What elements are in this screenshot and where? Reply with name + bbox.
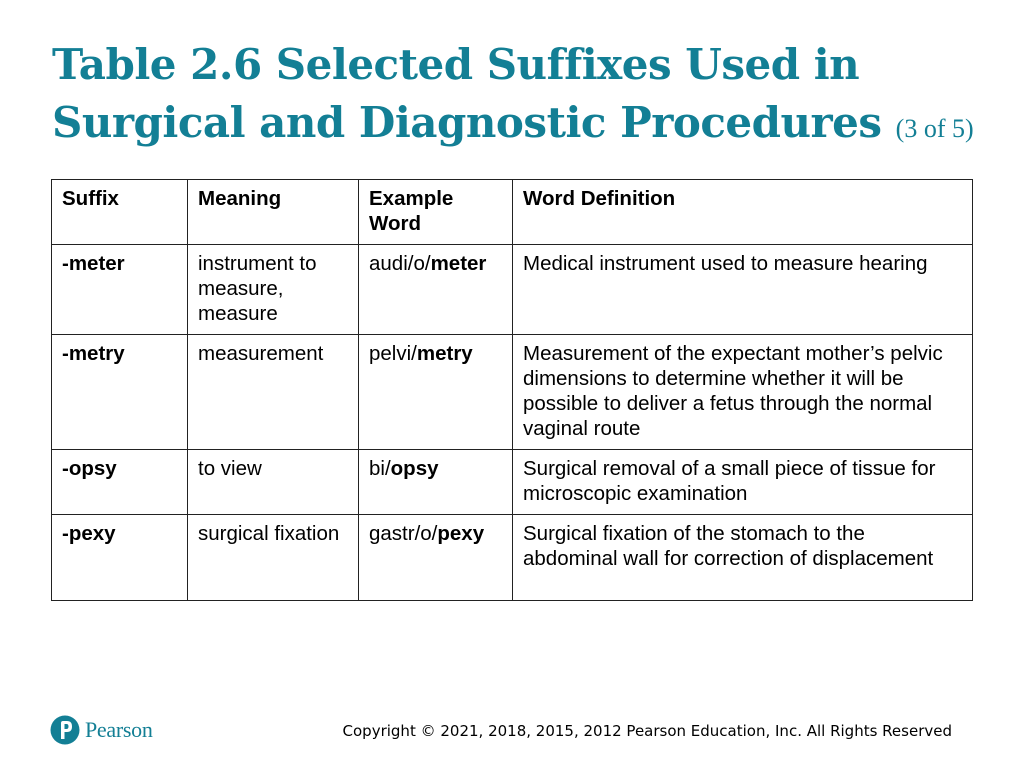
example-root: bi/ [369,457,391,480]
header-word-definition: Word Definition [513,180,973,245]
table-row [52,245,973,335]
copyright-notice: Copyright © 2021, 2018, 2015, 2012 Pearson Education, Inc. All Rights Reserved [342,722,952,740]
title-part-indicator: (3 of 5) [895,114,974,143]
table-row [52,515,973,601]
meaning-cell: instrument to measure, measure [188,245,359,335]
header-meaning: Meaning [188,180,359,245]
suffix-table [51,179,973,601]
header-suffix: Suffix [52,180,188,245]
example-suffix: opsy [390,457,439,480]
header-example-word: Example Word [359,180,513,245]
suffix-cell: -pexy [52,515,188,601]
example-suffix: pexy [437,522,485,545]
definition-cell: Surgical removal of a small piece of tissue for microscopic examination [513,450,973,515]
meaning-cell: to view [188,450,359,515]
suffix-cell: -metry [52,335,188,450]
example-word-cell [359,450,513,515]
meaning-cell: surgical fixation [188,515,359,601]
definition-cell: Measurement of the expectant mother’s pelvic dimensions to determine whether it will be possible to deliver a fetus through the normal vaginal route [513,335,973,450]
example-root: audi/o/ [369,252,431,275]
table-header-row [52,180,973,245]
definition-cell: Surgical fixation of the stomach to the abdominal wall for correction of displacement [513,515,973,601]
meaning-cell: measurement [188,335,359,450]
suffix-cell: -opsy [52,450,188,515]
title-main: Table 2.6 Selected Suffixes Used in Surgical and Diagnostic Procedures [52,40,882,147]
example-root: pelvi/ [369,342,417,365]
example-suffix: metry [416,342,473,365]
example-suffix: meter [430,252,487,275]
page-title [52,36,992,158]
pearson-logo [50,713,153,747]
suffix-cell: -meter [52,245,188,335]
definition-cell: Medical instrument used to measure hearing [513,245,973,335]
pearson-logo-icon [50,713,80,747]
example-word-cell [359,335,513,450]
example-word-cell [359,515,513,601]
pearson-logo-text: Pearson [85,717,153,742]
example-word-cell [359,245,513,335]
example-root: gastr/o/ [369,522,438,545]
table-row [52,335,973,450]
table-row [52,450,973,515]
